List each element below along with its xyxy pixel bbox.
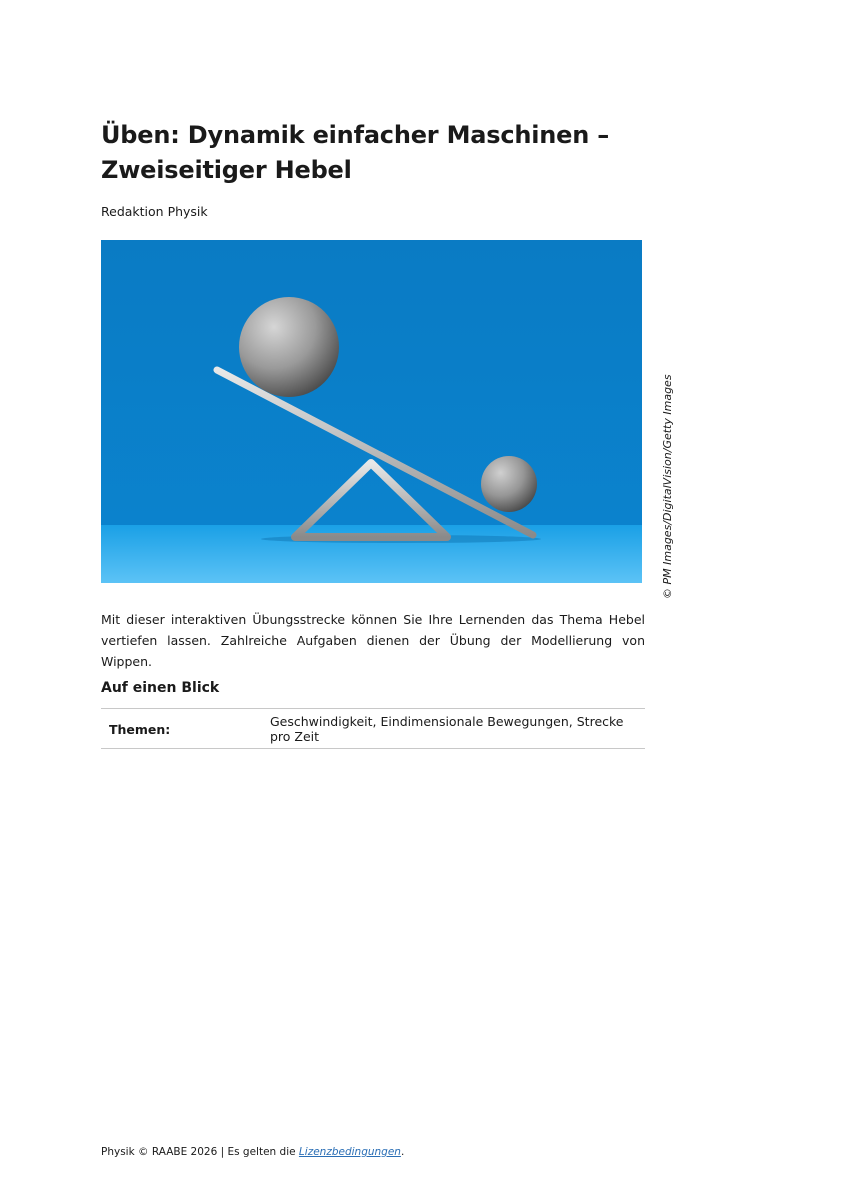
- lever-photo: [101, 240, 642, 583]
- title-line-2: Zweiseitiger Hebel: [101, 156, 352, 184]
- table-row: [101, 709, 645, 749]
- footer-suffix: .: [400, 1146, 405, 1158]
- topics-label: Themen:: [101, 709, 262, 749]
- topics-value: Geschwindigkeit, Eindimensionale Bewegungen, Strecke pro Zeit: [262, 709, 645, 749]
- intro-paragraph: Mit dieser interaktiven Übungsstrecke können Sie Ihre Lernenden das Thema Hebel vertiefen lassen. Zahlreiche Aufgaben dienen der Übung der Modellierung von Wippen.: [101, 612, 645, 669]
- image-credit: © PM Images/DigitalVision/Getty Images: [661, 374, 674, 599]
- license-link[interactable]: Lizenzbedingungen: [298, 1146, 401, 1158]
- page-footer: [101, 1146, 404, 1158]
- overview-heading: Auf einen Blick: [101, 680, 220, 696]
- document-title: [101, 118, 661, 188]
- small-sphere: [481, 456, 537, 512]
- overview-table: [101, 708, 645, 749]
- footer-prefix: Physik © RAABE 2026 | Es gelten die: [101, 1146, 299, 1158]
- title-line-1: Üben: Dynamik einfacher Maschinen –: [101, 121, 610, 149]
- large-sphere: [239, 297, 339, 397]
- author-line: Redaktion Physik: [101, 204, 208, 219]
